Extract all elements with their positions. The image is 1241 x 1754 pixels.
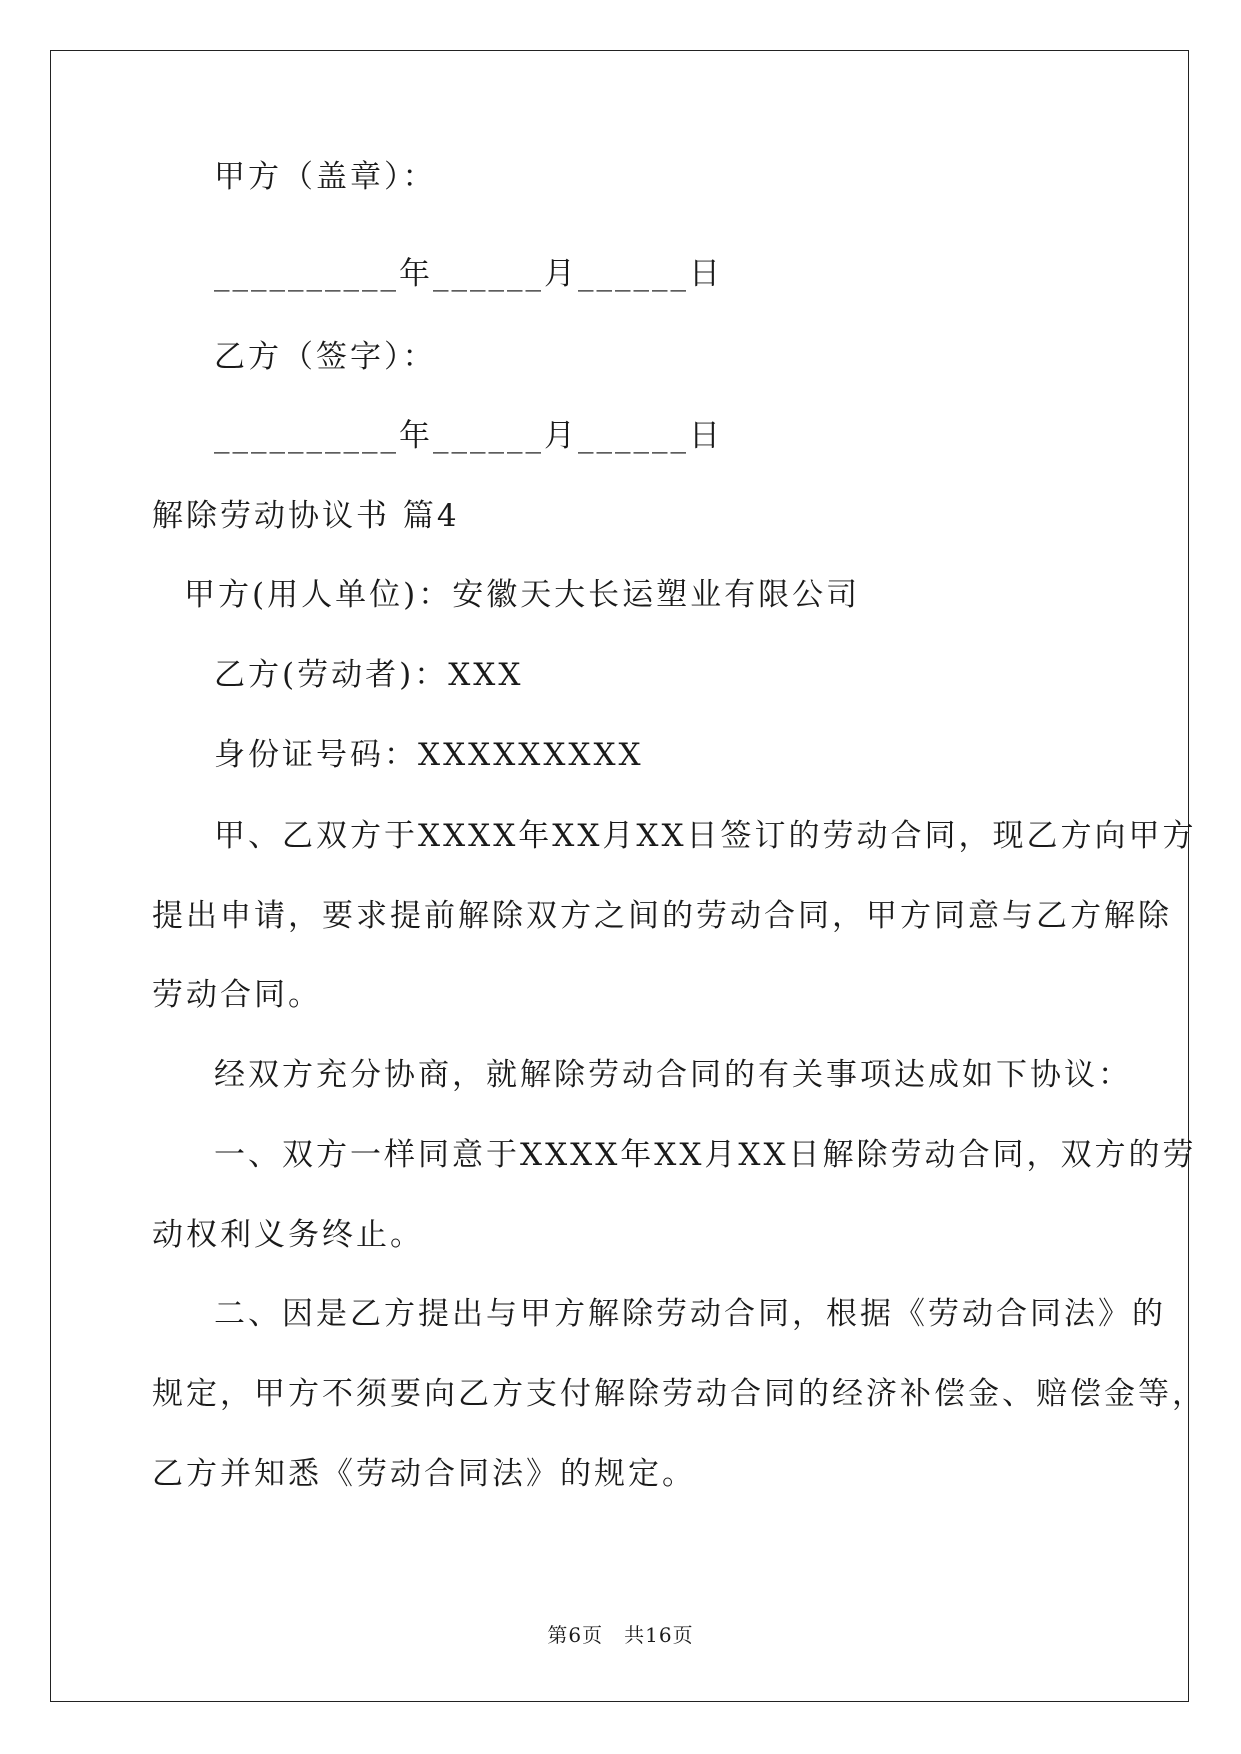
id-number: 身份证号码：XXXXXXXXX [214,737,644,773]
party-a-employer: 甲方(用人单位)：安徽天大长运塑业有限公司 [184,577,861,613]
party-a-seal-line: 甲方（盖章）： [214,159,437,195]
page-footer: 第6页 共16页 [547,1623,694,1647]
party-b-date-line: __________年______月______日 [214,418,723,454]
paragraph-1-line-2: 提出申请，要求提前解除双方之间的劳动合同，甲方同意与乙方解除 [152,898,1172,934]
paragraph-2: 经双方充分协商，就解除劳动合同的有关事项达成如下协议： [214,1057,1132,1093]
paragraph-1-line-1: 甲、乙双方于XXXX年XX月XX日签订的劳动合同，现乙方向甲方 [214,818,1197,854]
paragraph-1-line-3: 劳动合同。 [152,977,322,1013]
clause-1-line-1: 一、双方一样同意于XXXX年XX月XX日解除劳动合同，双方的劳 [214,1137,1197,1173]
section-title: 解除劳动协议书 篇4 [152,498,460,534]
party-a-date-line: __________年______月______日 [214,256,723,292]
clause-2-line-3: 乙方并知悉《劳动合同法》的规定。 [152,1456,696,1492]
party-b-sign-line: 乙方（签字）： [214,339,437,375]
clause-1-line-2: 动权利义务终止。 [152,1217,424,1253]
clause-2-line-1: 二、因是乙方提出与甲方解除劳动合同，根据《劳动合同法》的 [214,1296,1166,1332]
clause-2-line-2: 规定，甲方不须要向乙方支付解除劳动合同的经济补偿金、赔偿金等， [152,1376,1206,1412]
party-b-worker: 乙方(劳动者)：XXX [214,657,524,693]
